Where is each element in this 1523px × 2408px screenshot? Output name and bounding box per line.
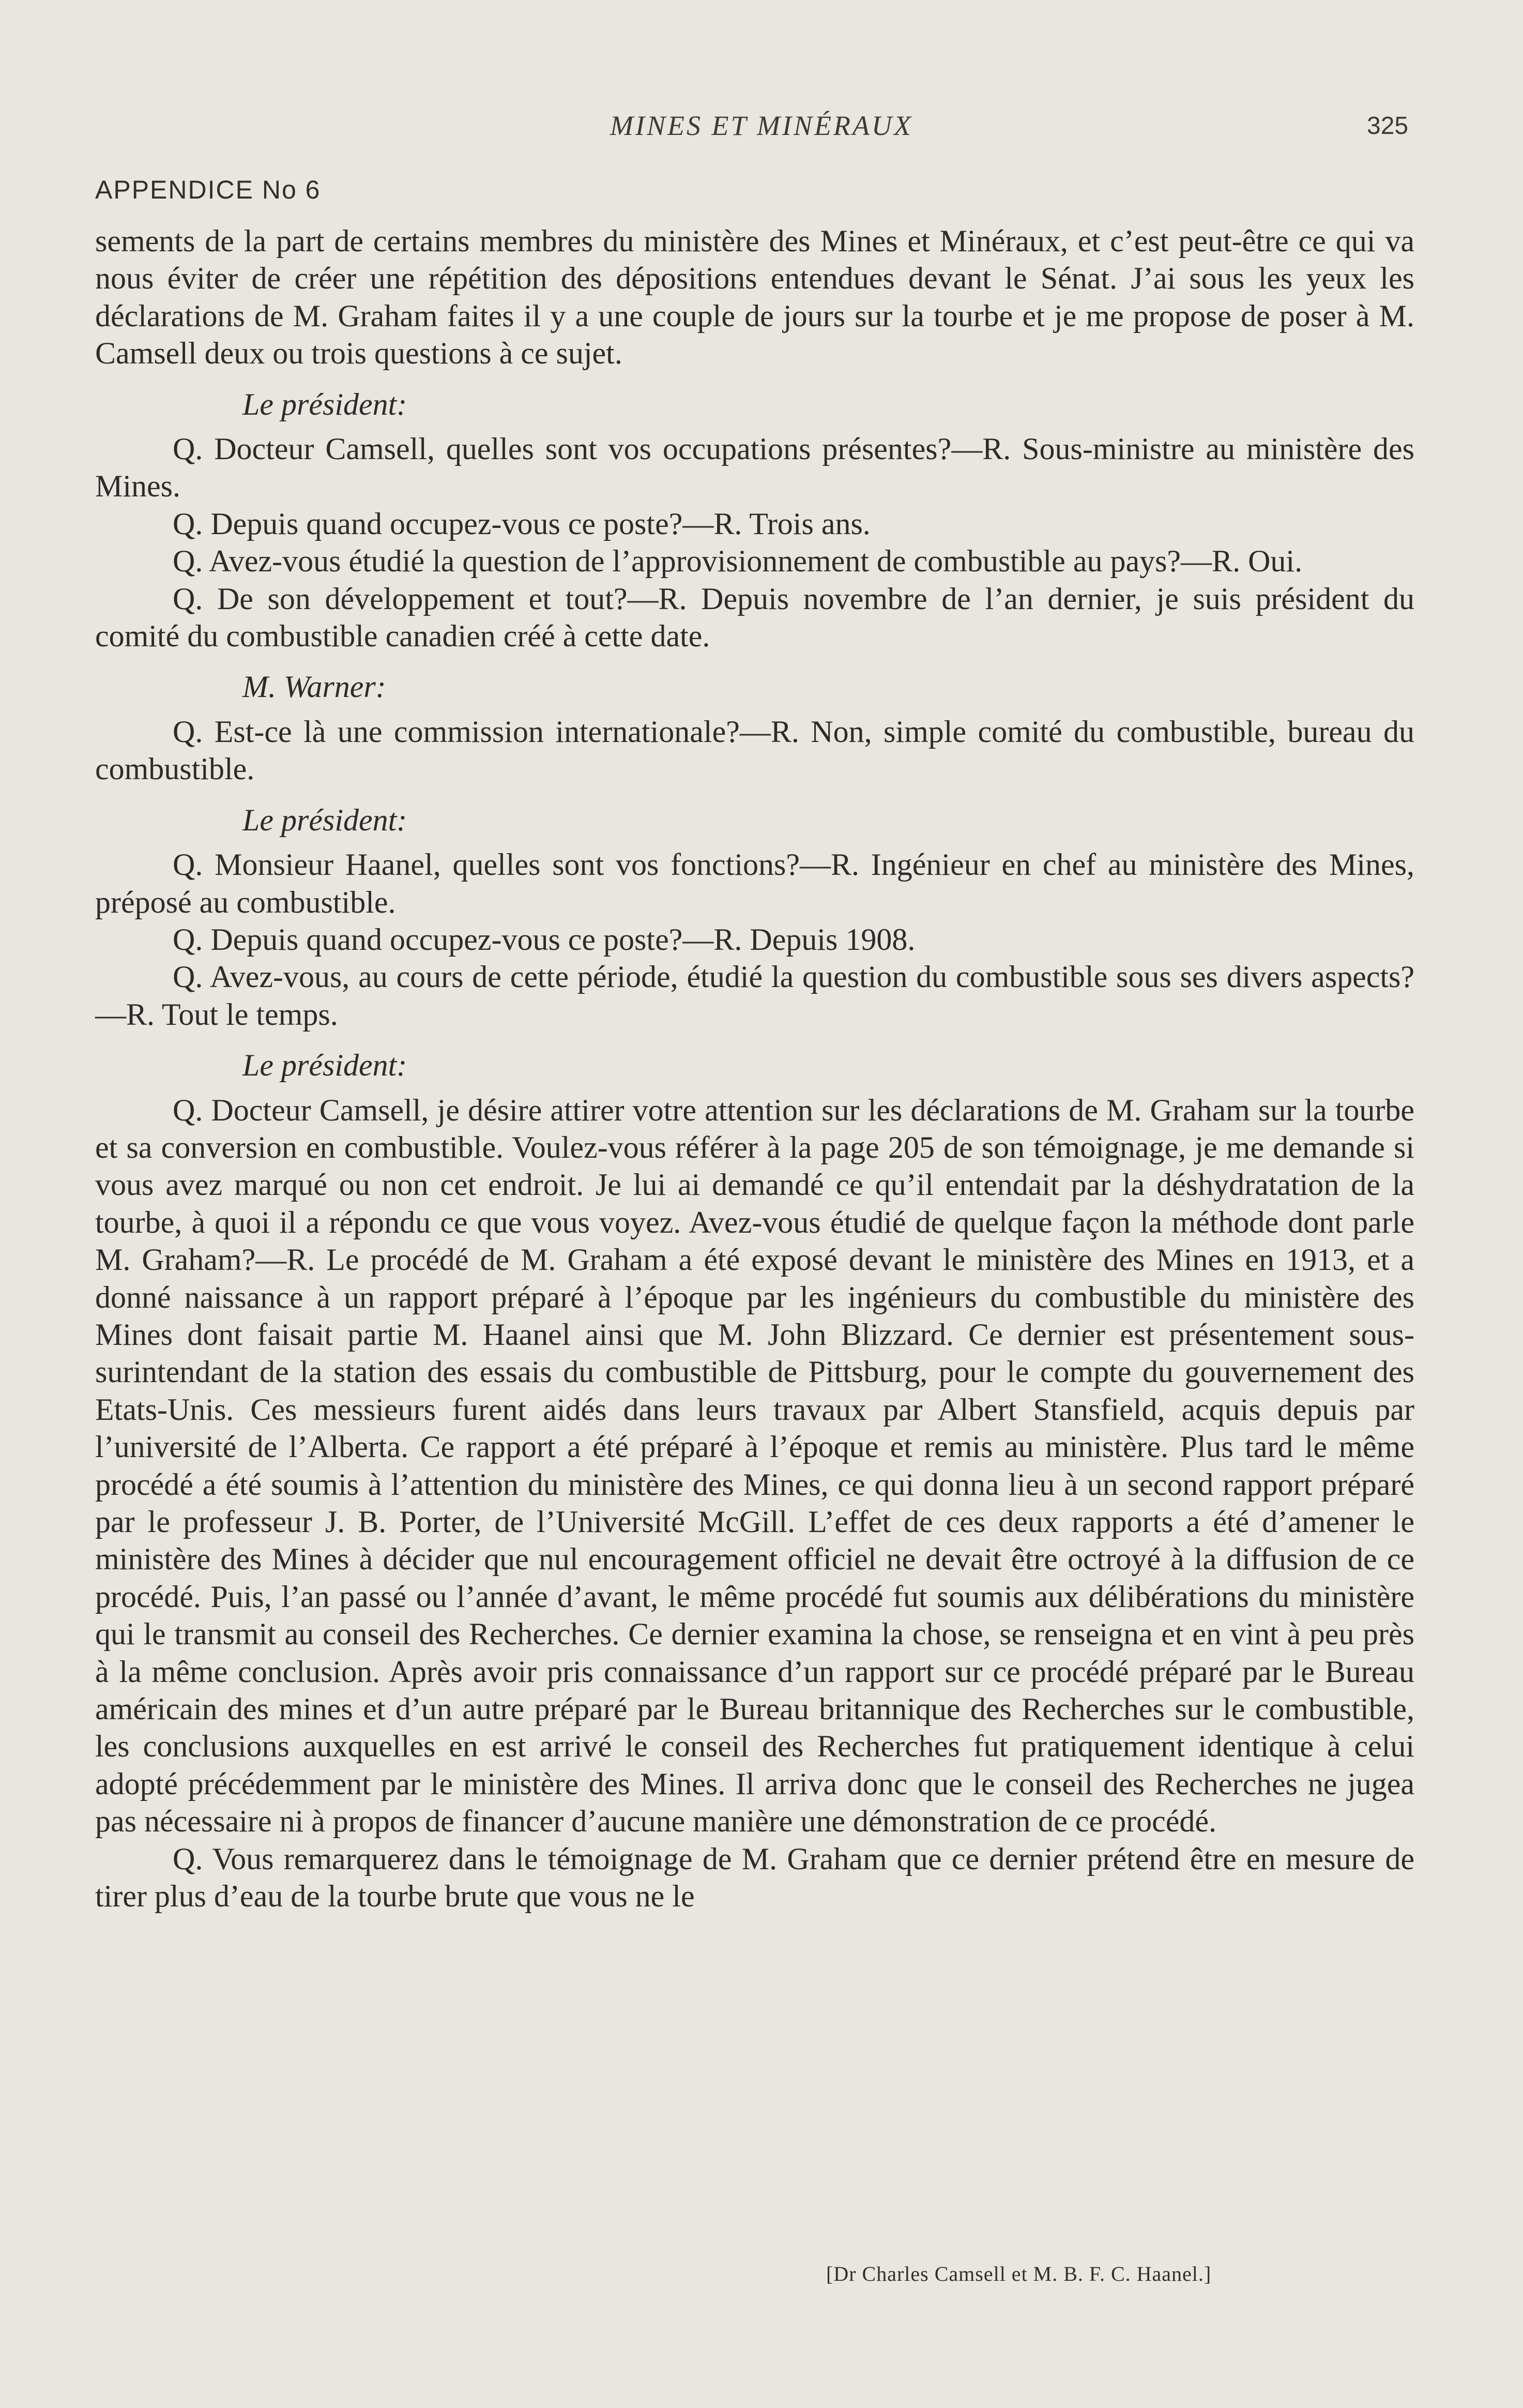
body-text	[95, 222, 1414, 1915]
appendix-label: APPENDICE No 6	[95, 175, 321, 204]
speaker-heading: M. Warner:	[242, 670, 386, 704]
question-answer: Q. Est-ce là une commission internationale?—R. Non, simple comité du combustible, bureau du combustible.	[95, 714, 1414, 786]
question-answer: Q. Vous remarquerez dans le témoignage de M. Graham que ce dernier prétend être en mesure de tirer plus d’eau de la tourbe brute que vous ne le	[95, 1841, 1414, 1914]
page-number: 325	[1367, 112, 1409, 140]
question-answer: Q. Avez-vous, au cours de cette période, étudié la question du combustible sous ses divers aspects?—R. Tout le temps.	[95, 960, 1414, 1032]
footer-attribution: [Dr Charles Camsell et M. B. F. C. Haanel.]	[826, 2262, 1212, 2285]
speaker-heading: Le président:	[242, 1048, 407, 1083]
running-title: MINES ET MINÉRAUX	[610, 110, 913, 141]
paragraph: sements de la part de certains membres du ministère des Mines et Minéraux, et c’est peut-être ce qui va nous éviter de créer une répétition des dépositions entendues devant le Sénat. J’ai sous les yeux les déclarations de M. Graham faites il y a une couple de jours sur la tourbe et je me propose de poser à M. Camsell deux ou trois questions à ce sujet.	[95, 224, 1414, 371]
question-answer: Q. De son développement et tout?—R. Depuis novembre de l’an dernier, je suis président du comité du combustible canadien créé à cette date.	[95, 581, 1414, 654]
question-answer: Q. Depuis quand occupez-vous ce poste?—R. Trois ans.	[173, 506, 871, 541]
speaker-heading: Le président:	[242, 387, 407, 421]
question-answer: Q. Docteur Camsell, je désire attirer votre attention sur les déclarations de M. Graham sur la tourbe et sa conversion en combustible. Voulez-vous référer à la page 205 de son témoignage, je me demande si vous avez marqué ou non cet endroit. Je lui ai demandé ce qu’il entendait par la déshydratation de la tourbe, à quoi il a répondu ce que vous voyez. Avez-vous étudié de quelque façon la méthode dont parle M. Graham?—R. Le procédé de M. Graham a été exposé devant le ministère des Mines en 1913, et a donné naissance à un rapport préparé à l’époque par les ingénieurs du combustible du ministère des Mines dont faisait partie M. Haanel ainsi que M. John Blizzard. Ce dernier est présentement sous-surintendant de la station des essais du combustible de Pittsburg, pour le compte du gouvernement des Etats-Unis. Ces messieurs furent aidés dans leurs travaux par Albert Stansfield, acquis depuis par l’université de l’Alberta. Ce rapport a été préparé à l’époque et remis au ministère. Plus tard le même procédé a été soumis à l’attention du ministère des Mines, ce qui donna lieu à un second rapport préparé par le professeur J. B. Porter, de l’Université McGill. L’effet de ces deux rapports a été d’amener le ministère des Mines à décider que nul encouragement officiel ne devait être octroyé à la diffusion de ce procédé. Puis, l’an passé ou l’année d’avant, le même procédé fut soumis aux délibérations du ministère qui le transmit au conseil des Recherches. Ce dernier examina la chose, se renseigna et en vint à peu près à la même conclusion. Après avoir pris connaissance d’un rapport sur ce procédé préparé par le Bureau américain des mines et d’un autre préparé par le Bureau britannique des Recherches sur le combustible, les conclusions auxquelles en est arrivé le conseil des Recherches fut pratiquement identique à celui adopté précédemment par le ministère des Mines. Il arriva donc que le conseil des Recherches ne jugea pas nécessaire ni à propos de financer d’aucune manière une démonstration de ce procédé.	[95, 1093, 1414, 1839]
question-answer: Q. Depuis quand occupez-vous ce poste?—R. Depuis 1908.	[173, 922, 916, 957]
question-answer: Q. Avez-vous étudié la question de l’approvisionnement de combustible au pays?—R. Oui.	[173, 544, 1303, 579]
question-answer: Q. Monsieur Haanel, quelles sont vos fonctions?—R. Ingénieur en chef au ministère des Mines, préposé au combustible.	[95, 847, 1414, 919]
speaker-heading: Le président:	[242, 802, 407, 837]
question-answer: Q. Docteur Camsell, quelles sont vos occupations présentes?—R. Sous-ministre au ministère des Mines.	[95, 432, 1414, 504]
